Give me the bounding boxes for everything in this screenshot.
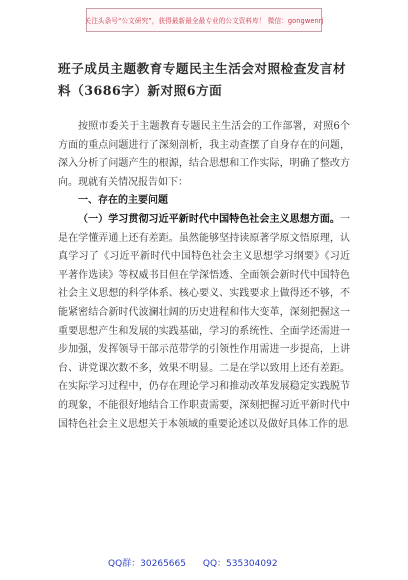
promo-banner	[86, 8, 322, 32]
body-paragraph	[58, 211, 350, 434]
contact-footer	[108, 556, 292, 569]
subsection-heading: （一）学习贯彻习近平新时代中国特色社会主义思想方面。	[78, 213, 340, 225]
body-paragraph-text: 一是在学懂弄通上还有差距。虽然能够坚持读原著学原文悟原理，认真学习了《习近平新时代中国特色社会主义思想学习纲要》《习近平著作选读》等权威书目但在学深悟透、全面领会新时代中国特色社会主义思想的科学体系、核心要义、实践要求上做得还不够，不能紧密结合新时代波澜壮阔的历史进程和伟大变革，深刻把握这一重要思想产生和发展的实践基础，学习的系统性、全面学还需进一步加强，发挥领导干部示范带学的引领性作用需进一步提高，上讲台、讲党课次数不多，效果不明显。二是在学以致用上还有差距。在实际学习过程中，仍存在理论学习和推动改革发展稳定实践脱节的现象，不能很好地结合工作职责需要，深刻把握习近平新时代中国特色社会主义思想关于本领域的重要论述以及做好具体工作的思	[58, 213, 350, 430]
qq-contact: QQ：535304092	[202, 559, 278, 569]
promo-banner-text: 关注头条号“公文研究”，获得最新最全最专业的公文资料库！ 微信：gongwenrj	[84, 17, 324, 25]
section-heading	[58, 192, 350, 211]
document-title: 班子成员主题教育专题民主生活会对照检查发言材料（3686字）新对照6方面	[58, 61, 347, 98]
section-heading-text: 一、存在的主要问题	[78, 195, 168, 207]
qq-group: QQ群：30265665	[108, 559, 186, 569]
document-body	[58, 118, 350, 434]
intro-paragraph: 按照市委关于主题教育专题民主生活会的工作部署，对照6个方面的重点问题进行了深刻剖析，我主动查摆了自身存在的问题，深入分析了问题产生的根源，结合思想和工作实际，明确了整改方向。现就有关情况报告如下：	[58, 121, 350, 188]
